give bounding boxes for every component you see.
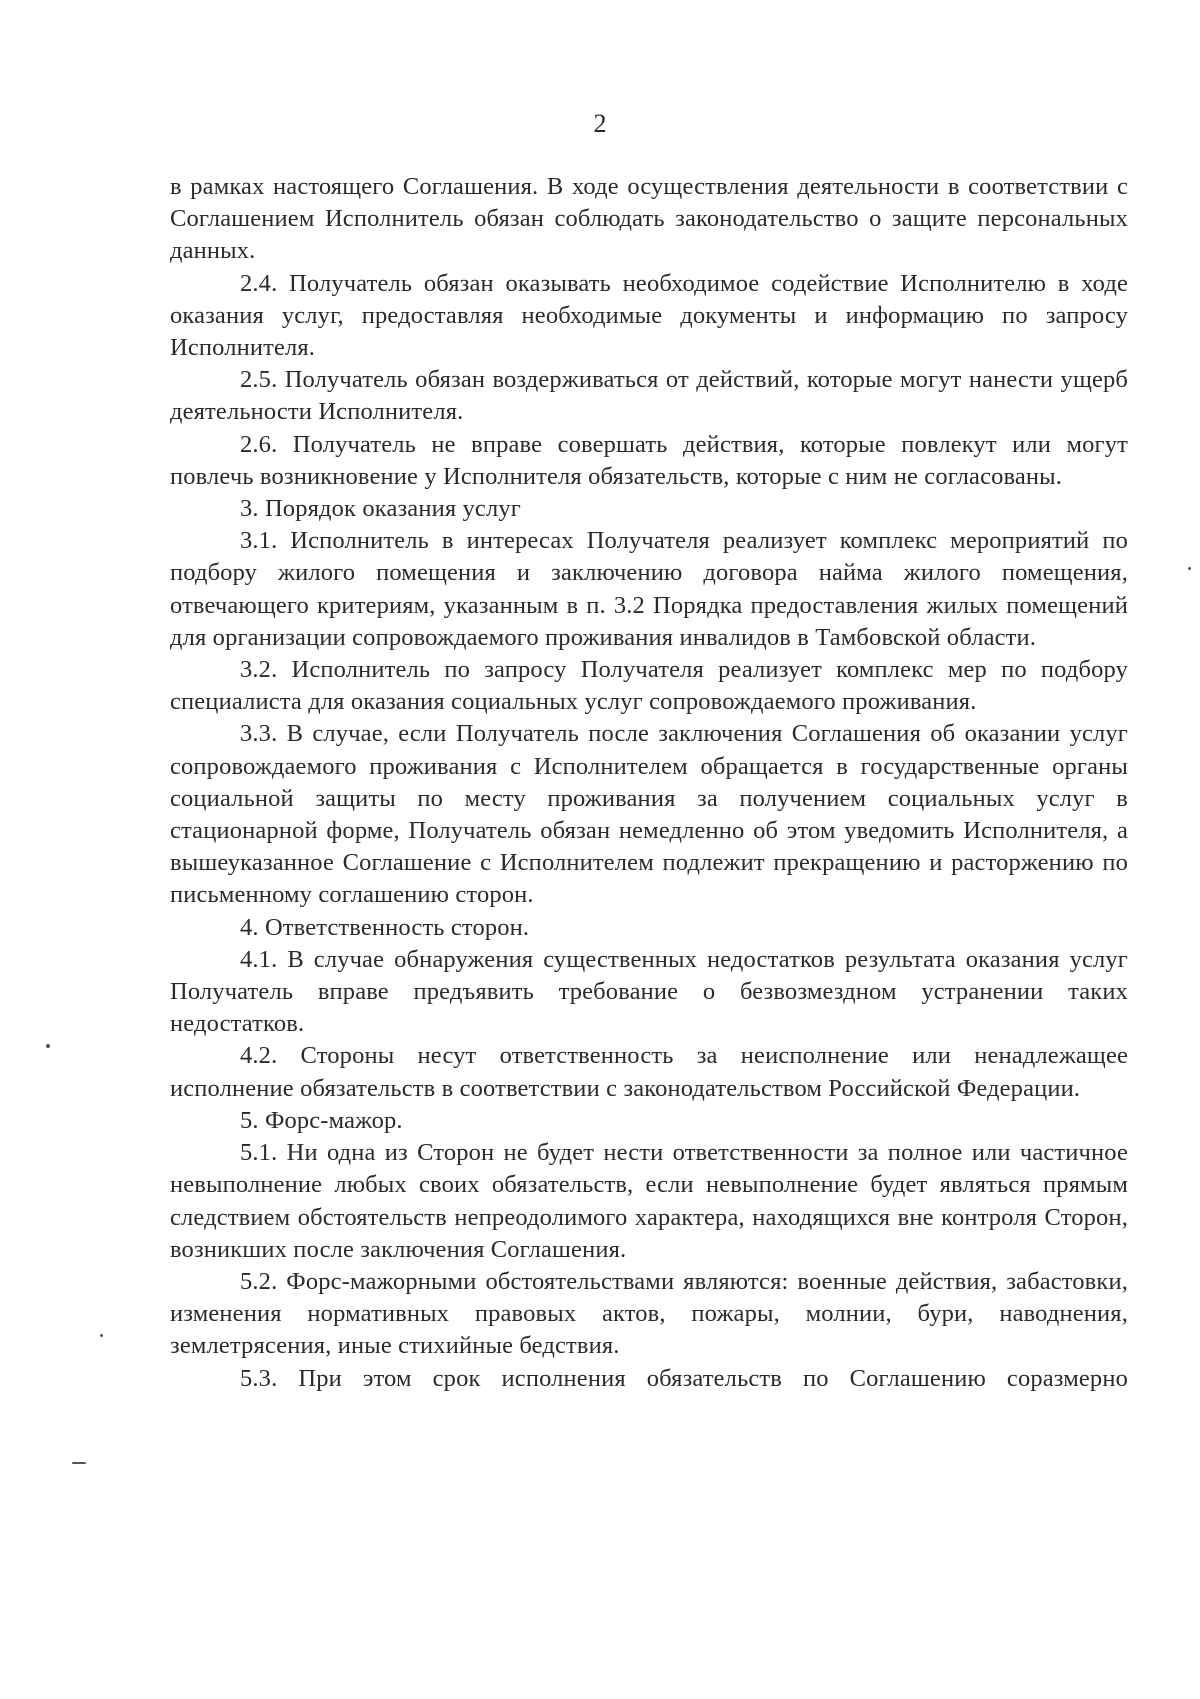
paragraph-3-2: 3.2. Исполнитель по запросу Получателя реализует комплекс мер по подбору специалиста для оказания социальных услуг сопровождаемого проживания. [170, 656, 1128, 716]
document-body [170, 171, 1128, 1395]
section-heading-5: 5. Форс-мажор. [240, 1106, 403, 1134]
paragraph-2-5: 2.5. Получатель обязан воздерживаться от действий, которые могут нанести ущерб деятельности Исполнителя. [170, 366, 1128, 426]
scan-speck [72, 1462, 86, 1464]
section-heading-4: 4. Ответственность сторон. [240, 913, 530, 941]
paragraph-2-4: 2.4. Получатель обязан оказывать необходимое содействие Исполнителю в ходе оказания услуг, предоставляя необходимые документы и информацию по запросу Исполнителя. [170, 269, 1128, 362]
scan-speck [100, 1334, 103, 1337]
paragraph-5-3: 5.3. При этом срок исполнения обязательств по Соглашению соразмерно [240, 1364, 1128, 1392]
paragraph-4-2: 4.2. Стороны несут ответственность за неисполнение или ненадлежащее исполнение обязательств в соответствии с законодательством Российской Федерации. [170, 1042, 1128, 1102]
paragraph-continuation: в рамках настоящего Соглашения. В ходе осуществления деятельности в соответствии с Соглашением Исполнитель обязан соблюдать законодательство о защите персональных данных. [170, 173, 1128, 265]
paragraph-5-1: 5.1. Ни одна из Сторон не будет нести ответственности за полное или частичное невыполнение любых своих обязательств, если невыполнение будет являться прямым следствием обстоятельств непреодолимого характера, находящихся вне контроля Сторон, возникших после заключения Соглашения. [170, 1139, 1128, 1263]
paragraph-2-6: 2.6. Получатель не вправе совершать действия, которые повлекут или могут повлечь возникновение у Исполнителя обязательств, которые с ним не согласованы. [170, 430, 1128, 490]
scan-speck [1188, 567, 1191, 570]
paragraph-5-2: 5.2. Форс-мажорными обстоятельствами являются: военные действия, забастовки, изменения нормативных правовых актов, пожары, молнии, бури, наводнения, землетрясения, иные стихийные бедствия. [170, 1267, 1128, 1360]
scan-speck [46, 1044, 50, 1048]
section-heading-3: 3. Порядок оказания услуг [240, 495, 521, 523]
paragraph-4-1: 4.1. В случае обнаружения существенных недостатков результата оказания услуг Получатель вправе предъявить требование о безвозмездном устранении таких недостатков. [170, 945, 1128, 1038]
paragraph-3-1: 3.1. Исполнитель в интересах Получателя реализует комплекс мероприятий по подбору жилого помещения и заключению договора найма жилого помещения, отвечающего критериям, указанным в п. 3.2 Порядка предоставления жилых помещений для организации сопровождаемого проживания инвалидов в Тамбовской области. [170, 527, 1128, 651]
page-number: 2 [593, 109, 607, 138]
paragraph-3-3: 3.3. В случае, если Получатель после заключения Соглашения об оказании услуг сопровождаемого проживания с Исполнителем обращается в государственные органы социальной защиты по месту проживания за получением социальных услуг в стационарной форме, Получатель обязан немедленно об этом уведомить Исполнителя, а вышеуказанное Соглашение с Исполнителем подлежит прекращению и расторжению по письменному соглашению сторон. [170, 720, 1128, 909]
